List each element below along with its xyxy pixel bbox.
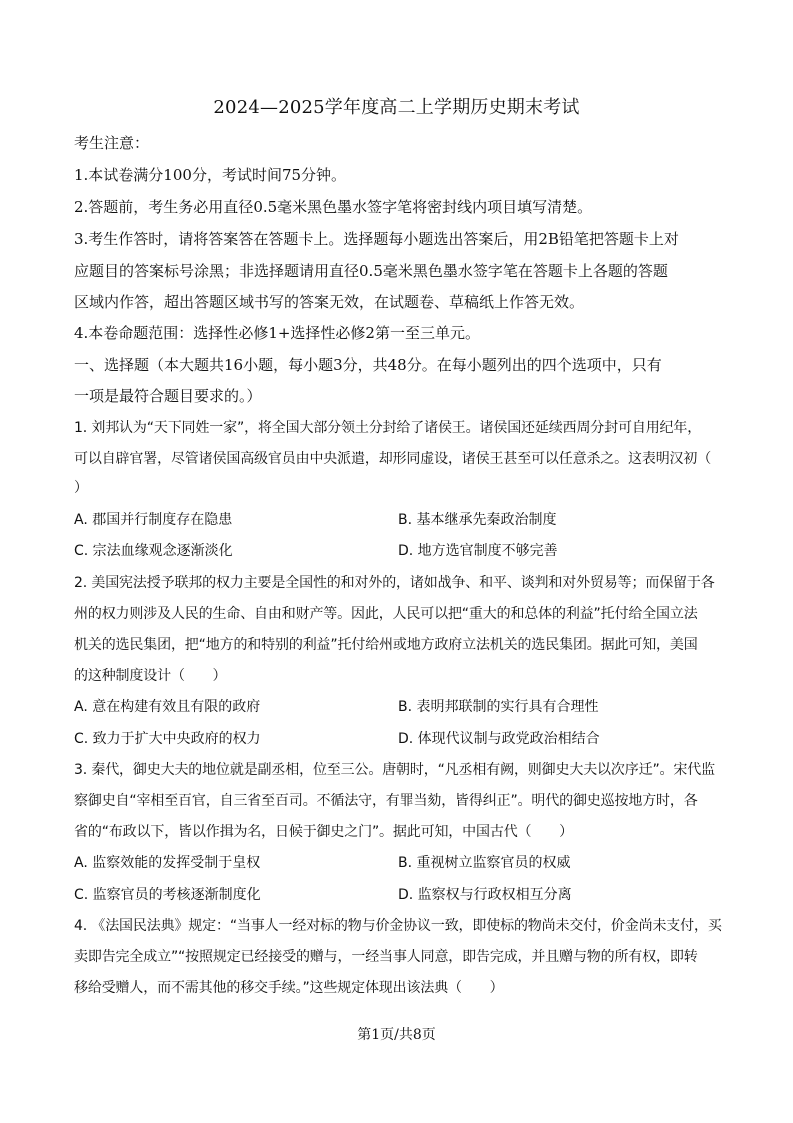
question-1-line-3: ） bbox=[74, 480, 88, 496]
question-1-line-2: 可以自辟官署，尽管诸侯国高级官员由中央派遣，却形同虚设，诸侯王甚至可以任意杀之。这表明汉初（ bbox=[74, 451, 712, 467]
question-1-line-1: 1. 刘邦认为“天下同姓一家”，将全国大部分领土分封给了诸侯王。诸侯国还延续西周分封可自用纪年， bbox=[74, 420, 702, 436]
question-3-line-2: 察御史自“宰相至百官，自三省至百司。不循法守，有罪当劾，皆得纠正”。明代的御史巡按地方时，各 bbox=[74, 793, 698, 809]
exam-title: 2024—2025学年度高二上学期历史期末考试 bbox=[213, 97, 580, 118]
question-1-option-b: B. 基本继承先秦政治制度 bbox=[398, 512, 557, 528]
question-2-option-c: C. 致力于扩大中央政府的权力 bbox=[74, 731, 261, 747]
question-1-option-a: A. 郡国并行制度存在隐患 bbox=[74, 512, 233, 528]
notice-item-3-line-3: 区域内作答，超出答题区域书写的答案无效，在试题卷、草稿纸上作答无效。 bbox=[74, 293, 585, 311]
question-3-option-a: A. 监察效能的发挥受制于皇权 bbox=[74, 855, 261, 871]
question-4-line-3: 移给受赠人，而不需其他的移交手续。”这些规定体现出该法典（ ） bbox=[74, 980, 504, 996]
question-1-option-d: D. 地方选官制度不够完善 bbox=[398, 543, 558, 559]
notice-heading: 考生注意： bbox=[74, 134, 150, 152]
notice-item-4: 4.本卷命题范围：选择性必修1+选择性必修2第一至三单元。 bbox=[74, 324, 480, 342]
question-2-line-2: 州的权力则涉及人民的生命、自由和财产等。因此，人民可以把“重大的和总体的利益”托付给全国立法 bbox=[74, 606, 698, 622]
question-2-line-1: 2. 美国宪法授予联邦的权力主要是全国性的和对外的，诸如战争、和平、谈判和对外贸易等；而保留于各 bbox=[74, 575, 715, 591]
question-3-option-d: D. 监察权与行政权相互分离 bbox=[398, 887, 572, 903]
question-2-option-d: D. 体现代议制与政党政治相结合 bbox=[398, 731, 600, 747]
question-3-line-1: 3. 秦代，御史大夫的地位就是副丞相，位至三公。唐朝时，“凡丞相有阙，则御史大夫以次序迁”。宋代监 bbox=[74, 762, 715, 778]
question-3-option-c: C. 监察官员的考核逐渐制度化 bbox=[74, 887, 261, 903]
page-number: 第1页/共8页 bbox=[357, 1027, 436, 1043]
section-heading-line-2: 一项是最符合题目要求的。） bbox=[74, 387, 262, 405]
question-4-line-1: 4. 《法国民法典》规定：“当事人一经对标的物与价金协议一致，即使标的物尚未交付，价金尚未支付，买 bbox=[74, 918, 722, 934]
question-2-option-b: B. 表明邦联制的实行具有合理性 bbox=[398, 699, 599, 715]
section-heading-line-1: 一、选择题（本大题共16小题，每小题3分，共48分。在每小题列出的四个选项中，只有 bbox=[74, 356, 662, 374]
question-3-option-b: B. 重视树立监察官员的权威 bbox=[398, 855, 571, 871]
question-2-line-3: 机关的选民集团，把“地方的和特别的利益”托付给州或地方政府立法机关的选民集团。据此可知，美国 bbox=[74, 637, 698, 653]
question-1-option-c: C. 宗法血缘观念逐渐淡化 bbox=[74, 543, 233, 559]
notice-item-2: 2.答题前，考生务必用直径0.5毫米黑色墨水签字笔将密封线内项目填写清楚。 bbox=[74, 198, 593, 216]
notice-item-3-line-1: 3.考生作答时，请将答案答在答题卡上。选择题每小题选出答案后，用2B铅笔把答题卡上对 bbox=[74, 230, 679, 248]
question-2-option-a: A. 意在构建有效且有限的政府 bbox=[74, 699, 261, 715]
question-2-line-4: 的这种制度设计（ ） bbox=[74, 668, 227, 684]
notice-item-1: 1.本试卷满分100分，考试时间75分钟。 bbox=[74, 166, 347, 184]
notice-item-3-line-2: 应题目的答案标号涂黑；非选择题请用直径0.5毫米黑色墨水签字笔在答题卡上各题的答题 bbox=[74, 262, 668, 280]
question-4-line-2: 卖即告完全成立”“按照规定已经接受的赠与，一经当事人同意，即告完成，并且赠与物的所有权，即转 bbox=[74, 949, 698, 965]
question-3-line-3: 省的“布政以下，皆以作揖为名，日候于御史之门”。据此可知，中国古代（ ） bbox=[74, 824, 573, 840]
